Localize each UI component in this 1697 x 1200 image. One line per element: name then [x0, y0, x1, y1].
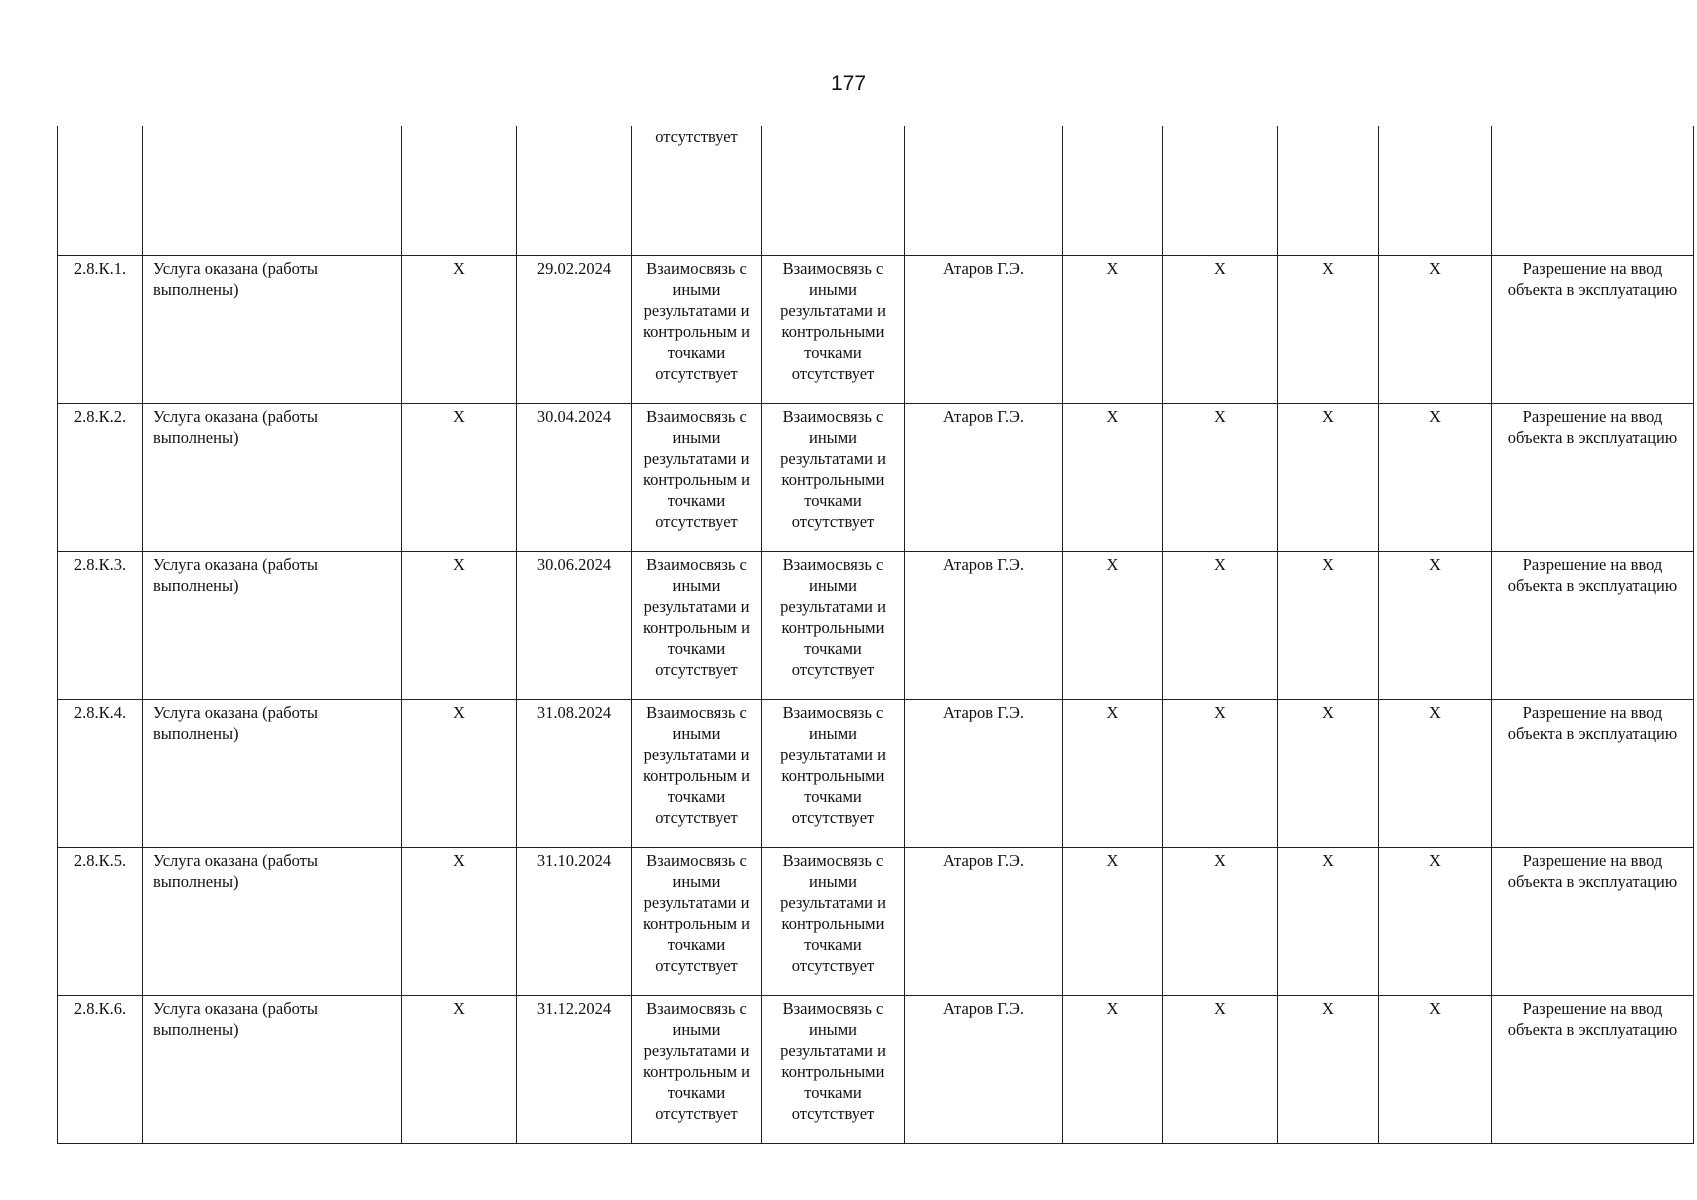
cell-relation1: отсутствует: [632, 126, 762, 256]
cell-relation2: Взаимосвязь с иными результатами и контрольными точками отсутствует: [762, 552, 905, 700]
cell-x5: [1379, 126, 1492, 256]
cell-name: Услуга оказана (работы выполнены): [143, 552, 402, 700]
cell-document: Разрешение на ввод объекта в эксплуатацию: [1492, 700, 1694, 848]
cell-document: Разрешение на ввод объекта в эксплуатацию: [1492, 256, 1694, 404]
cell-name: [143, 126, 402, 256]
cell-x5: Х: [1379, 256, 1492, 404]
cell-x2: Х: [1063, 848, 1163, 996]
cell-responsible: Атаров Г.Э.: [905, 552, 1063, 700]
cell-name: Услуга оказана (работы выполнены): [143, 404, 402, 552]
cell-responsible: Атаров Г.Э.: [905, 848, 1063, 996]
cell-document: Разрешение на ввод объекта в эксплуатацию: [1492, 848, 1694, 996]
cell-x3: Х: [1163, 256, 1278, 404]
cell-x4: Х: [1278, 552, 1379, 700]
cell-relation2: Взаимосвязь с иными результатами и контрольными точками отсутствует: [762, 256, 905, 404]
cell-x3: Х: [1163, 404, 1278, 552]
cell-x3: [1163, 126, 1278, 256]
cell-relation2: Взаимосвязь с иными результатами и контрольными точками отсутствует: [762, 404, 905, 552]
cell-x2: Х: [1063, 700, 1163, 848]
cell-document: Разрешение на ввод объекта в эксплуатацию: [1492, 404, 1694, 552]
cell-x4: Х: [1278, 404, 1379, 552]
cell-x4: Х: [1278, 996, 1379, 1144]
control-points-table: [57, 126, 1694, 1144]
cell-date: 29.02.2024: [517, 256, 632, 404]
cell-x3: Х: [1163, 700, 1278, 848]
cell-document: [1492, 126, 1694, 256]
cell-num: 2.8.К.1.: [58, 256, 143, 404]
cell-x1: Х: [402, 256, 517, 404]
cell-x1: Х: [402, 848, 517, 996]
cell-date: [517, 126, 632, 256]
cell-num: 2.8.К.5.: [58, 848, 143, 996]
cell-x2: Х: [1063, 552, 1163, 700]
cell-relation2: [762, 126, 905, 256]
table-row: [58, 404, 1694, 552]
cell-num: 2.8.К.4.: [58, 700, 143, 848]
cell-responsible: Атаров Г.Э.: [905, 256, 1063, 404]
cell-responsible: Атаров Г.Э.: [905, 996, 1063, 1144]
cell-name: Услуга оказана (работы выполнены): [143, 700, 402, 848]
cell-num: 2.8.К.6.: [58, 996, 143, 1144]
cell-relation1: Взаимосвязь с иными результатами и контрольным и точками отсутствует: [632, 404, 762, 552]
cell-relation1: Взаимосвязь с иными результатами и контрольным и точками отсутствует: [632, 552, 762, 700]
continuation-row: [58, 126, 1694, 256]
cell-date: 31.12.2024: [517, 996, 632, 1144]
cell-x3: Х: [1163, 848, 1278, 996]
cell-x1: Х: [402, 700, 517, 848]
cell-x4: Х: [1278, 256, 1379, 404]
table-row: [58, 700, 1694, 848]
cell-x2: [1063, 126, 1163, 256]
cell-x2: Х: [1063, 996, 1163, 1144]
cell-x5: Х: [1379, 996, 1492, 1144]
cell-document: Разрешение на ввод объекта в эксплуатацию: [1492, 996, 1694, 1144]
cell-name: Услуга оказана (работы выполнены): [143, 848, 402, 996]
cell-date: 30.04.2024: [517, 404, 632, 552]
cell-x1: Х: [402, 404, 517, 552]
cell-date: 31.08.2024: [517, 700, 632, 848]
cell-x1: Х: [402, 996, 517, 1144]
cell-name: Услуга оказана (работы выполнены): [143, 256, 402, 404]
cell-relation1: Взаимосвязь с иными результатами и контрольным и точками отсутствует: [632, 996, 762, 1144]
cell-relation2: Взаимосвязь с иными результатами и контрольными точками отсутствует: [762, 848, 905, 996]
cell-relation2: Взаимосвязь с иными результатами и контрольными точками отсутствует: [762, 700, 905, 848]
cell-relation1: Взаимосвязь с иными результатами и контрольным и точками отсутствует: [632, 700, 762, 848]
cell-x1: [402, 126, 517, 256]
cell-date: 30.06.2024: [517, 552, 632, 700]
cell-num: 2.8.К.2.: [58, 404, 143, 552]
cell-x3: Х: [1163, 552, 1278, 700]
cell-x5: Х: [1379, 404, 1492, 552]
cell-x5: Х: [1379, 848, 1492, 996]
table-row: [58, 552, 1694, 700]
cell-x3: Х: [1163, 996, 1278, 1144]
table-row: [58, 256, 1694, 404]
cell-document: Разрешение на ввод объекта в эксплуатацию: [1492, 552, 1694, 700]
cell-x1: Х: [402, 552, 517, 700]
cell-name: Услуга оказана (работы выполнены): [143, 996, 402, 1144]
cell-x2: Х: [1063, 256, 1163, 404]
page-number: 177: [830, 72, 867, 95]
cell-x4: Х: [1278, 848, 1379, 996]
cell-responsible: [905, 126, 1063, 256]
cell-num: 2.8.К.3.: [58, 552, 143, 700]
cell-date: 31.10.2024: [517, 848, 632, 996]
cell-x4: [1278, 126, 1379, 256]
cell-relation1: Взаимосвязь с иными результатами и контрольным и точками отсутствует: [632, 256, 762, 404]
cell-relation2: Взаимосвязь с иными результатами и контрольными точками отсутствует: [762, 996, 905, 1144]
table-row: [58, 996, 1694, 1144]
cell-responsible: Атаров Г.Э.: [905, 404, 1063, 552]
cell-relation1: Взаимосвязь с иными результатами и контрольным и точками отсутствует: [632, 848, 762, 996]
cell-x5: Х: [1379, 700, 1492, 848]
table-row: [58, 848, 1694, 996]
cell-x2: Х: [1063, 404, 1163, 552]
cell-responsible: Атаров Г.Э.: [905, 700, 1063, 848]
cell-x5: Х: [1379, 552, 1492, 700]
cell-num: [58, 126, 143, 256]
cell-x4: Х: [1278, 700, 1379, 848]
